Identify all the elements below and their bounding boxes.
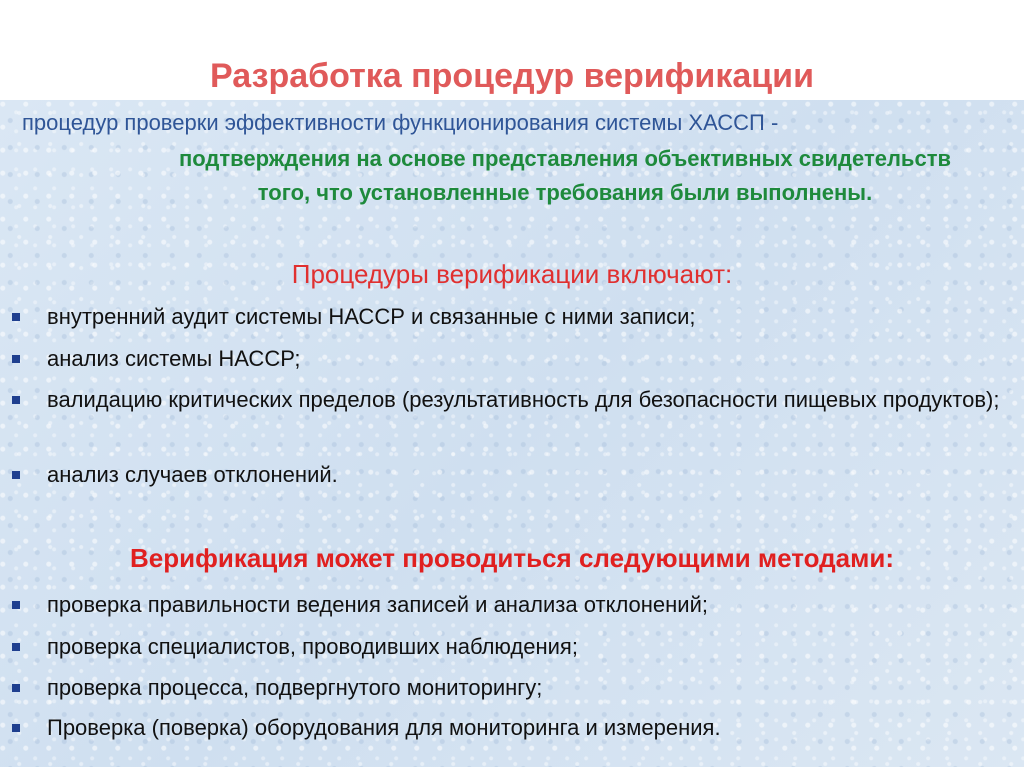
definition-body: подтверждения на основе представления объективных свидетельств того, что установленные требования были выполнены. xyxy=(179,146,951,205)
square-bullet-icon xyxy=(12,396,20,404)
square-bullet-icon xyxy=(12,601,20,609)
square-bullet-icon xyxy=(12,643,20,651)
methods-item xyxy=(12,588,1012,621)
procedures-item-text: валидацию критических пределов (результативность для безопасности пищевых продуктов); xyxy=(47,387,1000,412)
procedures-item-text: анализ случаев отклонений. xyxy=(47,462,338,487)
methods-item-text: Проверка (поверка) оборудования для мониторинга и измерения. xyxy=(47,715,721,740)
methods-item-text: проверка правильности ведения записей и анализа отклонений; xyxy=(47,592,708,617)
procedures-heading: Процедуры верификации включают: xyxy=(291,259,733,289)
square-bullet-icon xyxy=(12,724,20,732)
procedures-item xyxy=(12,342,1012,375)
square-bullet-icon xyxy=(12,355,20,363)
procedures-item xyxy=(12,383,1012,416)
methods-item xyxy=(12,711,1012,744)
methods-item-text: проверка специалистов, проводивших наблюдения; xyxy=(47,634,578,659)
procedures-item-text: анализ системы НАССР; xyxy=(47,346,301,371)
definition-prefix: процедур проверки эффективности функционирования системы ХАССП - xyxy=(22,110,779,135)
square-bullet-icon xyxy=(12,313,20,321)
procedures-item-text: внутренний аудит системы НАССР и связанные с ними записи; xyxy=(47,304,696,329)
methods-item xyxy=(12,630,1012,663)
slide-title: Разработка процедур верификации xyxy=(210,57,814,95)
procedures-item xyxy=(12,458,1012,491)
square-bullet-icon xyxy=(12,684,20,692)
methods-item xyxy=(12,671,1012,704)
square-bullet-icon xyxy=(12,471,20,479)
methods-heading: Верификация может проводиться следующими методами: xyxy=(129,543,895,573)
methods-item-text: проверка процесса, подвергнутого мониторингу; xyxy=(47,675,543,700)
procedures-item xyxy=(12,300,1012,333)
